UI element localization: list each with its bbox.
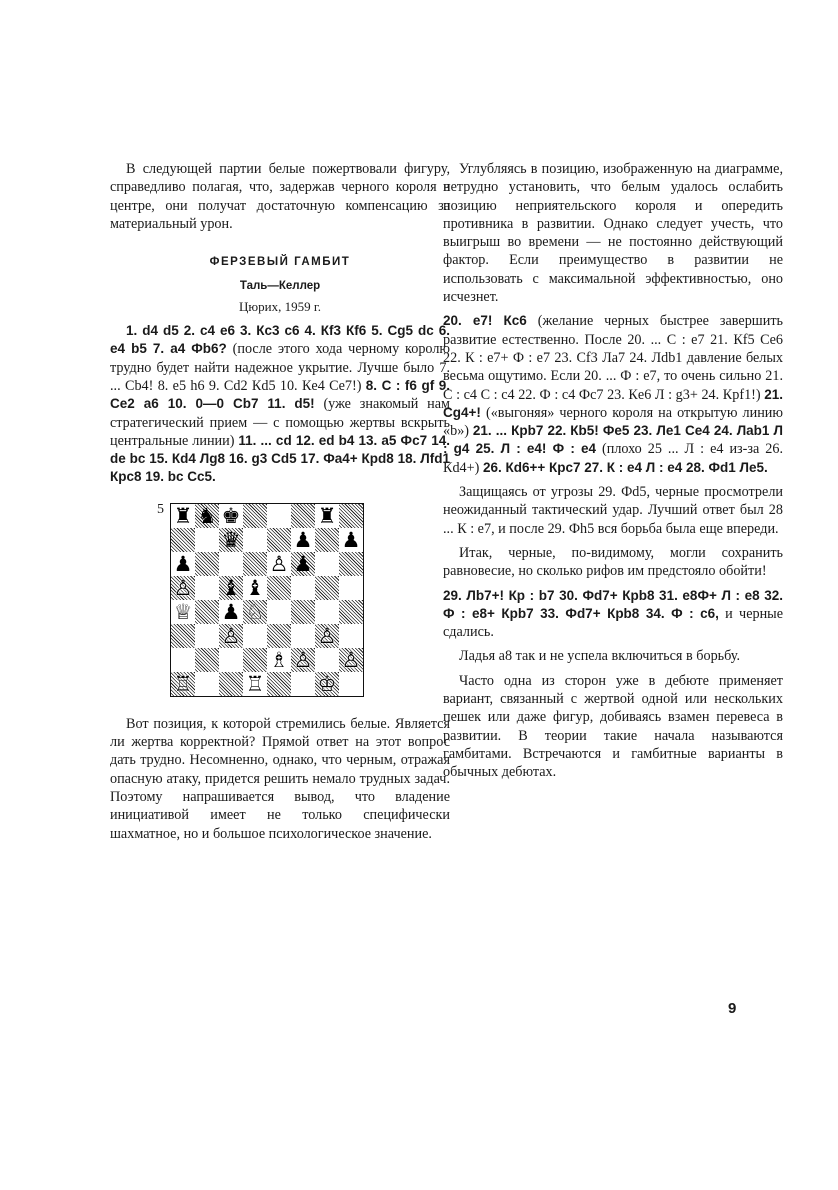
light-square xyxy=(267,600,291,624)
dark-square xyxy=(315,528,339,552)
light-square xyxy=(243,528,267,552)
game-moves-paragraph xyxy=(110,322,450,487)
light-square xyxy=(339,624,363,648)
game-place: Цюрих, 1959 г. xyxy=(239,298,321,314)
dark-square xyxy=(291,600,315,624)
analysis-paragraph: Углубляясь в позицию, изображенную на диаграмме, нетрудно установить, что белым удалось ослабить позицию неприятельского короля и опередить противника в развитии. Однако следует учесть, что выигрыш во времени — не постоянно действующий фактор. Если преимущество в развитии не использовать с максимальной эффективностью, оно исчезнет. xyxy=(443,161,783,306)
black-pawn-c4: ♟ xyxy=(221,599,241,624)
defense-paragraph: Защищаясь от угрозы 29. Фd5, черные просмотрели неожиданный тактический удар. Лучший ответ был 28 ... К : e7, и после 29. Фh5 вся борьба была еще впереди. xyxy=(443,484,783,537)
chess-board xyxy=(170,503,364,697)
comment-part: (плохо 25 ... Л : e4 из-за 26. Кd4+) xyxy=(443,441,783,476)
white-pawn-f2: ♙ xyxy=(293,647,313,672)
light-square xyxy=(267,504,291,528)
light-square xyxy=(195,576,219,600)
light-square xyxy=(243,624,267,648)
dark-square xyxy=(267,576,291,600)
moves-part: 1. d4 d5 2. c4 e6 3. Кc3 c6 4. Кf3 Кf6 5. Cg5 dc 6. e4 b5 7. a4 Фb6? xyxy=(110,323,450,357)
final-moves: 29. Лb7+! Кp : b7 30. Фd7+ Кpb8 31. e8Ф+ Л : e8 32. Ф : e8+ Кpb7 33. Фd7+ Кpb8 34. Ф : c6, xyxy=(443,587,783,621)
white-pawn-h2: ♙ xyxy=(341,647,361,672)
white-queen-a4: ♕ xyxy=(173,599,193,624)
left-column xyxy=(110,160,450,849)
white-pawn-c3: ♙ xyxy=(221,623,241,648)
light-square xyxy=(195,528,219,552)
comment-part: (после этого хода черному королю трудно будет найти надежное укрытие. Лучше было 7. ... Cb4! 8. e5 h6 9. Cd2 Кd5 10. Кe4 Ce7!) xyxy=(110,341,450,394)
light-square xyxy=(195,624,219,648)
rook-remark: Ладья a8 так и не успела включиться в борьбу. xyxy=(459,648,741,665)
dark-square xyxy=(315,576,339,600)
comment-part: (уже знакомый нам стратегический прием — с помощью жертвы вскрыть центральные линии) xyxy=(110,396,450,449)
opening-heading: ФЕРЗЕВЫЙ ГАМБИТ xyxy=(209,256,351,269)
dark-square xyxy=(195,600,219,624)
light-square xyxy=(291,576,315,600)
white-pawn-e6: ♙ xyxy=(269,551,289,576)
light-square xyxy=(195,672,219,696)
light-square xyxy=(315,648,339,672)
black-knight-b8: ♞ xyxy=(197,503,217,528)
comment-part: (желание черных быстрее завершить развитие естественно. После 20. ... C : e7 21. Кf5 Ce6 22. К : e7+ Ф : e7 23. Cf3 Лa7 24. Лdb1 давление белых весьма ощутимо. Если 20. ... Ф : e7, то очень сильно 21. C : c4 C : c4 22. Ф : c4 Фc7 23. Кe6 Л : g3+ 24. Кpf1!) xyxy=(443,313,783,403)
diagram-number: 5 xyxy=(157,501,164,517)
light-square xyxy=(339,576,363,600)
light-square xyxy=(315,600,339,624)
white-rook-a1: ♖ xyxy=(173,671,193,696)
dark-square xyxy=(339,552,363,576)
light-square xyxy=(315,552,339,576)
intro-paragraph: В следующей партии белые пожертвовали фигуру, справедливо полагая, что, задержав черного короля в центре, они получат достаточную компенсацию за материальный урон. xyxy=(110,161,450,232)
black-king-c8: ♚ xyxy=(221,503,241,528)
white-rook-d1: ♖ xyxy=(245,671,265,696)
dark-square xyxy=(195,552,219,576)
dark-square xyxy=(171,624,195,648)
light-square xyxy=(171,648,195,672)
light-square xyxy=(339,672,363,696)
chess-diagram xyxy=(110,501,450,696)
page-number: 9 xyxy=(728,1000,737,1017)
dark-square xyxy=(243,648,267,672)
light-square xyxy=(219,552,243,576)
moves-part: 20. e7! Кc6 xyxy=(443,313,527,329)
light-square xyxy=(219,648,243,672)
game-players: Таль—Келлер xyxy=(239,280,321,293)
finale-paragraph xyxy=(443,587,783,642)
dark-square xyxy=(339,504,363,528)
dark-square xyxy=(195,648,219,672)
moves-part: 21. Cg4+! xyxy=(443,386,783,420)
black-queen-c7: ♛ xyxy=(221,527,241,552)
light-square xyxy=(291,624,315,648)
moves-part: 21. ... Кpb7 22. Кb5! Фe5 23. Лe1 Ce4 24. Лab1 Л : g4 25. Л : e4! Ф : e4 xyxy=(443,423,783,457)
dark-square xyxy=(171,528,195,552)
dark-square xyxy=(243,504,267,528)
black-rook-g8: ♜ xyxy=(317,503,337,528)
moves-part: 11. ... cd 12. ed b4 13. a5 Фc7 14. de bc 15. Кd4 Лg8 16. g3 Cd5 17. Фa4+ Кpd8 18. Лfd1 Кpc8 19. bc Cc5. xyxy=(110,432,450,485)
continuation-paragraph xyxy=(443,312,783,477)
black-bishop-c5: ♝ xyxy=(221,575,241,600)
dark-square xyxy=(339,600,363,624)
light-square xyxy=(291,672,315,696)
black-pawn-f6: ♟ xyxy=(293,551,313,576)
black-pawn-a6: ♟ xyxy=(173,551,193,576)
black-pawn-h7: ♟ xyxy=(341,527,361,552)
right-column xyxy=(443,160,783,788)
comment-part: («выгоняя» черного короля на открытую линию «b») xyxy=(443,404,783,440)
dark-square xyxy=(243,552,267,576)
gambit-paragraph: Часто одна из сторон уже в дебюте применяет вариант, связанный с жертвой одной или нескольких пешек или даже фигур, добиваясь взамен перевеса в развитии. В теории такие начала называются гамбитами. Встречаются и гамбитные варианты в обычных дебютах. xyxy=(443,672,783,781)
dark-square xyxy=(267,624,291,648)
resignation-text: и черные сдались. xyxy=(443,605,784,641)
black-rook-a8: ♜ xyxy=(173,503,193,528)
white-pawn-g3: ♙ xyxy=(317,623,337,648)
black-pawn-f7: ♟ xyxy=(293,527,313,552)
dark-square xyxy=(267,672,291,696)
white-bishop-e2: ♗ xyxy=(269,647,289,672)
position-commentary: Вот позиция, к которой стремились белые. Является ли жертва корректной? Прямой ответ на этот вопрос дать трудно. Несомненно, однако, что черным, отражая опасную атаку, придется решить немало трудных задач. Поэтому напрашивается вывод, что владение инициативой имеет не только специфически шахматное, но и большое психологическое значение. xyxy=(110,715,450,842)
white-knight-d4: ♘ xyxy=(245,599,265,624)
moves-part: 26. Кd6++ Кpc7 27. К : e4 Л : e4 28. Фd1 Лe5. xyxy=(482,459,768,475)
moves-part: 8. C : f6 gf 9. Ce2 a6 10. 0—0 Cb7 11. d5! xyxy=(110,377,450,412)
white-pawn-a5: ♙ xyxy=(173,575,193,600)
black-bishop-d5: ♝ xyxy=(245,575,265,600)
white-king-g1: ♔ xyxy=(317,671,337,696)
dark-square xyxy=(219,672,243,696)
balance-paragraph: Итак, черные, по-видимому, могли сохранить равновесие, но сколько рифов им предстояло обойти! xyxy=(443,544,783,580)
dark-square xyxy=(267,528,291,552)
dark-square xyxy=(291,504,315,528)
